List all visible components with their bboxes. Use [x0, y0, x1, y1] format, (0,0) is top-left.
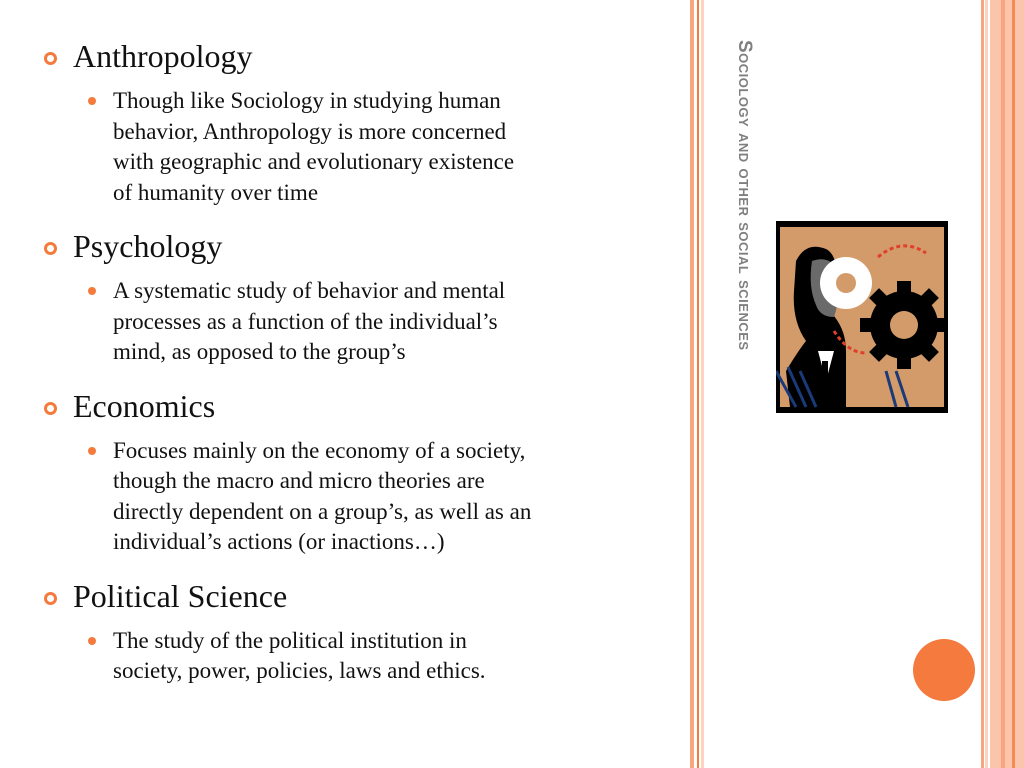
topic-title: Economics — [73, 387, 216, 424]
dot-bullet-icon — [88, 447, 96, 455]
dot-bullet-icon — [88, 97, 96, 105]
ring-bullet-icon — [44, 52, 57, 65]
detail-line: of humanity over time — [113, 179, 319, 205]
detail-line: society, power, policies, laws and ethics. — [113, 658, 486, 683]
topic-title: Psychology — [73, 228, 223, 264]
detail-line: mind, as opposed to the group’s — [113, 339, 406, 364]
detail-line: though the macro and micro theories are — [113, 468, 485, 493]
ring-bullet-icon — [44, 592, 57, 605]
slide-title — [726, 40, 756, 560]
topic-economics — [44, 386, 674, 426]
slide-title-text: Sociology and other social sciences — [734, 40, 755, 351]
detail-line: individual’s actions (or inactions…) — [113, 529, 445, 554]
ring-bullet-icon — [44, 402, 57, 415]
topic-detail — [88, 626, 674, 687]
topic-detail — [88, 436, 674, 558]
detail-line: The study of the political institution in — [113, 627, 467, 653]
detail-line: behavior, Anthropology is more concerned — [113, 118, 507, 144]
topic-title: Political Science — [73, 577, 288, 614]
topic-anthropology — [44, 36, 674, 76]
detail-line: A systematic study of behavior and mental — [113, 278, 506, 303]
detail-line: processes as a function of the individual’s — [113, 308, 498, 334]
topic-psychology — [44, 226, 674, 266]
slide-body — [44, 36, 674, 705]
topic-political-science — [44, 576, 674, 616]
ring-bullet-icon — [44, 242, 57, 255]
dot-bullet-icon — [88, 287, 96, 295]
topic-detail — [88, 86, 674, 208]
detail-line: Focuses mainly on the economy of a society, — [113, 437, 526, 463]
topic-detail — [88, 276, 674, 368]
orange-circle-ornament — [913, 639, 975, 701]
detail-line: directly dependent on a group’s, as well as an — [113, 498, 532, 524]
dot-bullet-icon — [88, 637, 96, 645]
detail-line: with geographic and evolutionary existence — [113, 149, 515, 174]
detail-line: Though like Sociology in studying human — [113, 88, 501, 113]
people-gears-clipart — [776, 221, 948, 413]
topic-title: Anthropology — [73, 38, 253, 74]
